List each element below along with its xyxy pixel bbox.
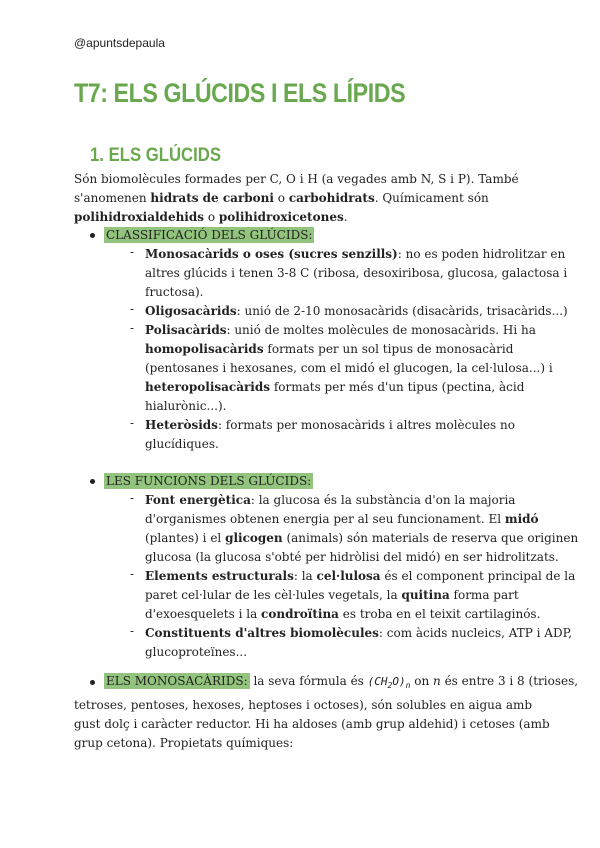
energy-line-4: glucosa (la glucosa s'obté per hidròlisi del midó) en ser hidrolitzats. [145,550,559,564]
constituents-line-2: glucoproteïnes... [145,645,248,659]
poli-line-3: (pentosanes i hexosanes, com el midó el glucogen, la cel·lulosa...) i [145,361,553,375]
mono-line-1: Monosacàrids o oses (sucres senzills): no es poden hidrolitzar en [145,247,566,261]
poli-line-4: heteropolisacàrids formats per més d'un tipus (pectina, àcid [145,380,525,394]
bullet-icon [90,680,95,685]
page-title: T7: ELS GLÚCIDS I ELS LÍPIDS [74,78,406,108]
poli-line-5: hialurònic...). [145,399,227,413]
dash-icon: - [130,491,135,505]
structural-line-1: Elements estructurals: la cel·lulosa és el component principal de la [145,569,576,583]
dash-icon: - [130,245,135,259]
energy-line-1: Font energètica: la glucosa és la substància d'on la majoria [145,493,516,507]
mono-line-2: altres glúcids i tenen 3-8 C (ribosa, desoxiribosa, glucosa, galactosa i [145,266,568,280]
author-handle: @apuntsdepaula [74,36,165,50]
monosaccharides-line-1: ELS MONOSACÀRIDS: la seva fórmula és $(CH_2O)_n$ on n és entre 3 i 8 (trioses, [106,674,579,691]
energy-line-3: (plantes) i el glicogen (animals) són materials de reserva que originen [145,531,579,545]
intro-line-1: Són biomolècules formades per C, O i H (a vegades amb N, S i P). També [74,172,519,186]
monosaccharides-line-2: tetroses, pentoses, hexoses, heptoses i octoses), són solubles en aigua amb [74,698,533,712]
hetero-line-2: glucídiques. [145,437,219,451]
section-heading: 1. ELS GLÚCIDS [90,145,221,166]
constituents-line-1: Constituents d'altres biomolècules: com àcids nucleics, ATP i ADP, [145,626,573,640]
dash-icon: - [130,321,135,335]
bullet-icon [90,479,95,484]
mono-line-3: fructosa). [145,285,204,299]
dash-icon: - [130,416,135,430]
dash-icon: - [130,302,135,316]
poli-line-2: homopolisacàrids formats per un sol tipus de monosacàrid [145,342,514,356]
energy-line-2: d'organismes obtenen energia per al seu funcionament. El midó [145,512,539,526]
structural-line-2: paret cel·lular de les cèl·lules vegetals, la quitina forma part [145,588,519,602]
bullet-icon [90,233,95,238]
formula: $(CH_2O)_n$ [367,675,411,691]
dash-icon: - [130,567,135,581]
poli-line-1: Polisacàrids: unió de moltes molècules de monosacàrids. Hi ha [145,323,536,337]
classification-label: CLASSIFICACIÓ DELS GLÚCIDS: [106,228,313,242]
monosaccharides-line-4: grup cetona). Propietats químiques: [74,736,294,750]
dash-icon: - [130,624,135,638]
monosaccharides-line-3: gust dolç i caràcter reductor. Hi ha aldoses (amb grup aldehid) i cetoses (amb [74,717,550,731]
hetero-line-1: Heteròsids: formats per monosacàrids i altres molècules no [145,418,515,432]
oligo-line: Oligosacàrids: unió de 2-10 monosacàrids (disacàrids, trisacàrids...) [145,304,568,318]
intro-line-2: s'anomenen hidrats de carboni o carbohidrats. Químicament són [74,191,489,205]
intro-line-3: polihidroxialdehids o polihidroxicetones. [74,210,348,224]
functions-label: LES FUNCIONS DELS GLÚCIDS: [106,474,312,488]
structural-line-3: d'exoesquelets i la condroïtina es troba en el teixit cartilaginós. [145,607,541,621]
